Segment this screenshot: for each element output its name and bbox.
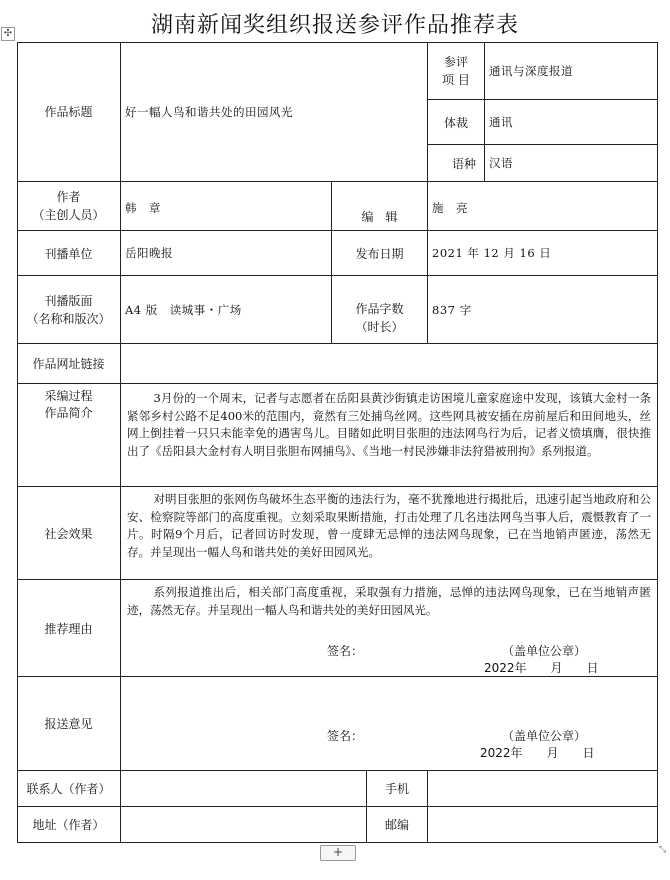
opinion-date: 2022年 月 日 [480,746,595,760]
label-contact: 联系人（作者） [17,771,121,807]
label-layout-line2: （名称和版次） [26,311,111,326]
label-address: 地址（作者） [17,807,121,843]
label-work-title: 作品标题 [17,42,121,182]
reason-stamp-label: （盖单位公章） [502,644,587,658]
label-language: 语种 [428,145,485,182]
label-summary-line2: 作品简介 [44,406,93,420]
value-publish-date[interactable]: 2021 年 12 月 16 日 [428,231,658,276]
label-layout [17,276,121,344]
label-category-line2: 项 目 [442,72,470,87]
opinion-sign-label: 签名： [327,729,364,743]
label-reason: 推荐理由 [17,580,121,677]
value-contact[interactable] [121,771,367,807]
value-effect[interactable] [121,487,658,580]
value-summary[interactable] [121,384,658,487]
add-row-button[interactable]: + [320,845,356,861]
label-layout-line1: 刊播版面 [44,293,93,308]
label-word-count-line1: 作品字数 [355,301,404,316]
label-postcode: 邮编 [367,807,428,843]
label-genre: 体裁 [428,100,485,145]
reason-date: 2022年 月 日 [484,661,599,675]
opinion-stamp-label: （盖单位公章） [502,729,587,743]
effect-text: 对明目张胆的张网伤鸟破坏生态平衡的违法行为，毫不犹豫地进行揭批后，迅速引起当地政府和公安、检察院等部门的高度重视。立刻采取果断措施，打击处理了几名违法网鸟当事人后，震慑教育了一片。时隔9个月后，记者回访时发现，曾一度肆无忌惮的违法网鸟现象，已在当地销声匿迹，荡然无存。并呈现出一幅人鸟和谐共处的美好田园风光。 [127,492,651,559]
value-postcode[interactable] [428,807,658,843]
label-opinion: 报送意见 [17,677,121,771]
recommendation-form-table [17,42,658,843]
value-genre[interactable]: 通讯 [485,100,658,145]
label-word-count [332,276,428,344]
value-word-count[interactable]: 837 字 [428,276,658,344]
reason-text: 系列报道推出后，相关部门高度重视，采取强有力措施，忌惮的违法网鸟现象，已在当地销声匿迹，荡然无存。并呈现出一幅人鸟和谐共处的美好田园风光。 [127,585,651,617]
summary-text: 3月份的一个周末，记者与志愿者在岳阳县黄沙街镇走访困境儿童家庭途中发现，该镇大金村一条紧邻乡村公路不足400米的范围内，竟然有三处捕鸟丝网。这些网具被安插在房前屋后和田间地头，丝网上倒挂着一只只未能幸免的遇害鸟儿。目睹如此明目张胆的违法网鸟行为后，记者义愤填膺，很快推出了《岳阳县大金村有人明目张胆布网捕鸟》、《当地一村民涉嫌非法狩猎被刑拘》系列报道。 [127,391,651,458]
page-title: 湖南新闻奖组织报送参评作品推荐表 [150,13,519,38]
table-resize-handle-icon[interactable]: ⤡ [659,845,667,855]
reason-sign-label: 签名： [327,644,364,658]
label-author-line2: （主创人员） [32,208,105,222]
value-layout[interactable]: A4 版 读城事・广场 [121,276,332,344]
table-move-handle-icon[interactable]: ✣ [1,27,15,41]
label-publisher: 刊播单位 [17,231,121,276]
label-author-line1: 作者 [56,190,81,204]
value-phone[interactable] [428,771,658,807]
label-author [17,182,121,231]
label-url: 作品网址链接 [17,344,121,384]
label-publish-date: 发布日期 [332,231,428,276]
label-summary-line1: 采编过程 [44,389,93,403]
label-phone: 手机 [367,771,428,807]
value-publisher[interactable]: 岳阳晚报 [121,231,332,276]
value-author[interactable]: 韩 章 [121,182,332,231]
value-address[interactable] [121,807,367,843]
label-word-count-line2: （时长） [355,319,404,334]
label-effect: 社会效果 [17,487,121,580]
value-editor[interactable]: 施 亮 [428,182,658,231]
label-category [428,42,485,100]
value-url[interactable] [121,344,658,384]
value-work-title[interactable]: 好一幅人鸟和谐共处的田园风光 [121,42,428,182]
value-language[interactable]: 汉语 [485,145,658,182]
label-category-line1: 参评 [443,54,468,69]
label-editor: 编 辑 [332,182,428,231]
label-summary [17,384,121,487]
value-category[interactable]: 通讯与深度报道 [485,42,658,100]
